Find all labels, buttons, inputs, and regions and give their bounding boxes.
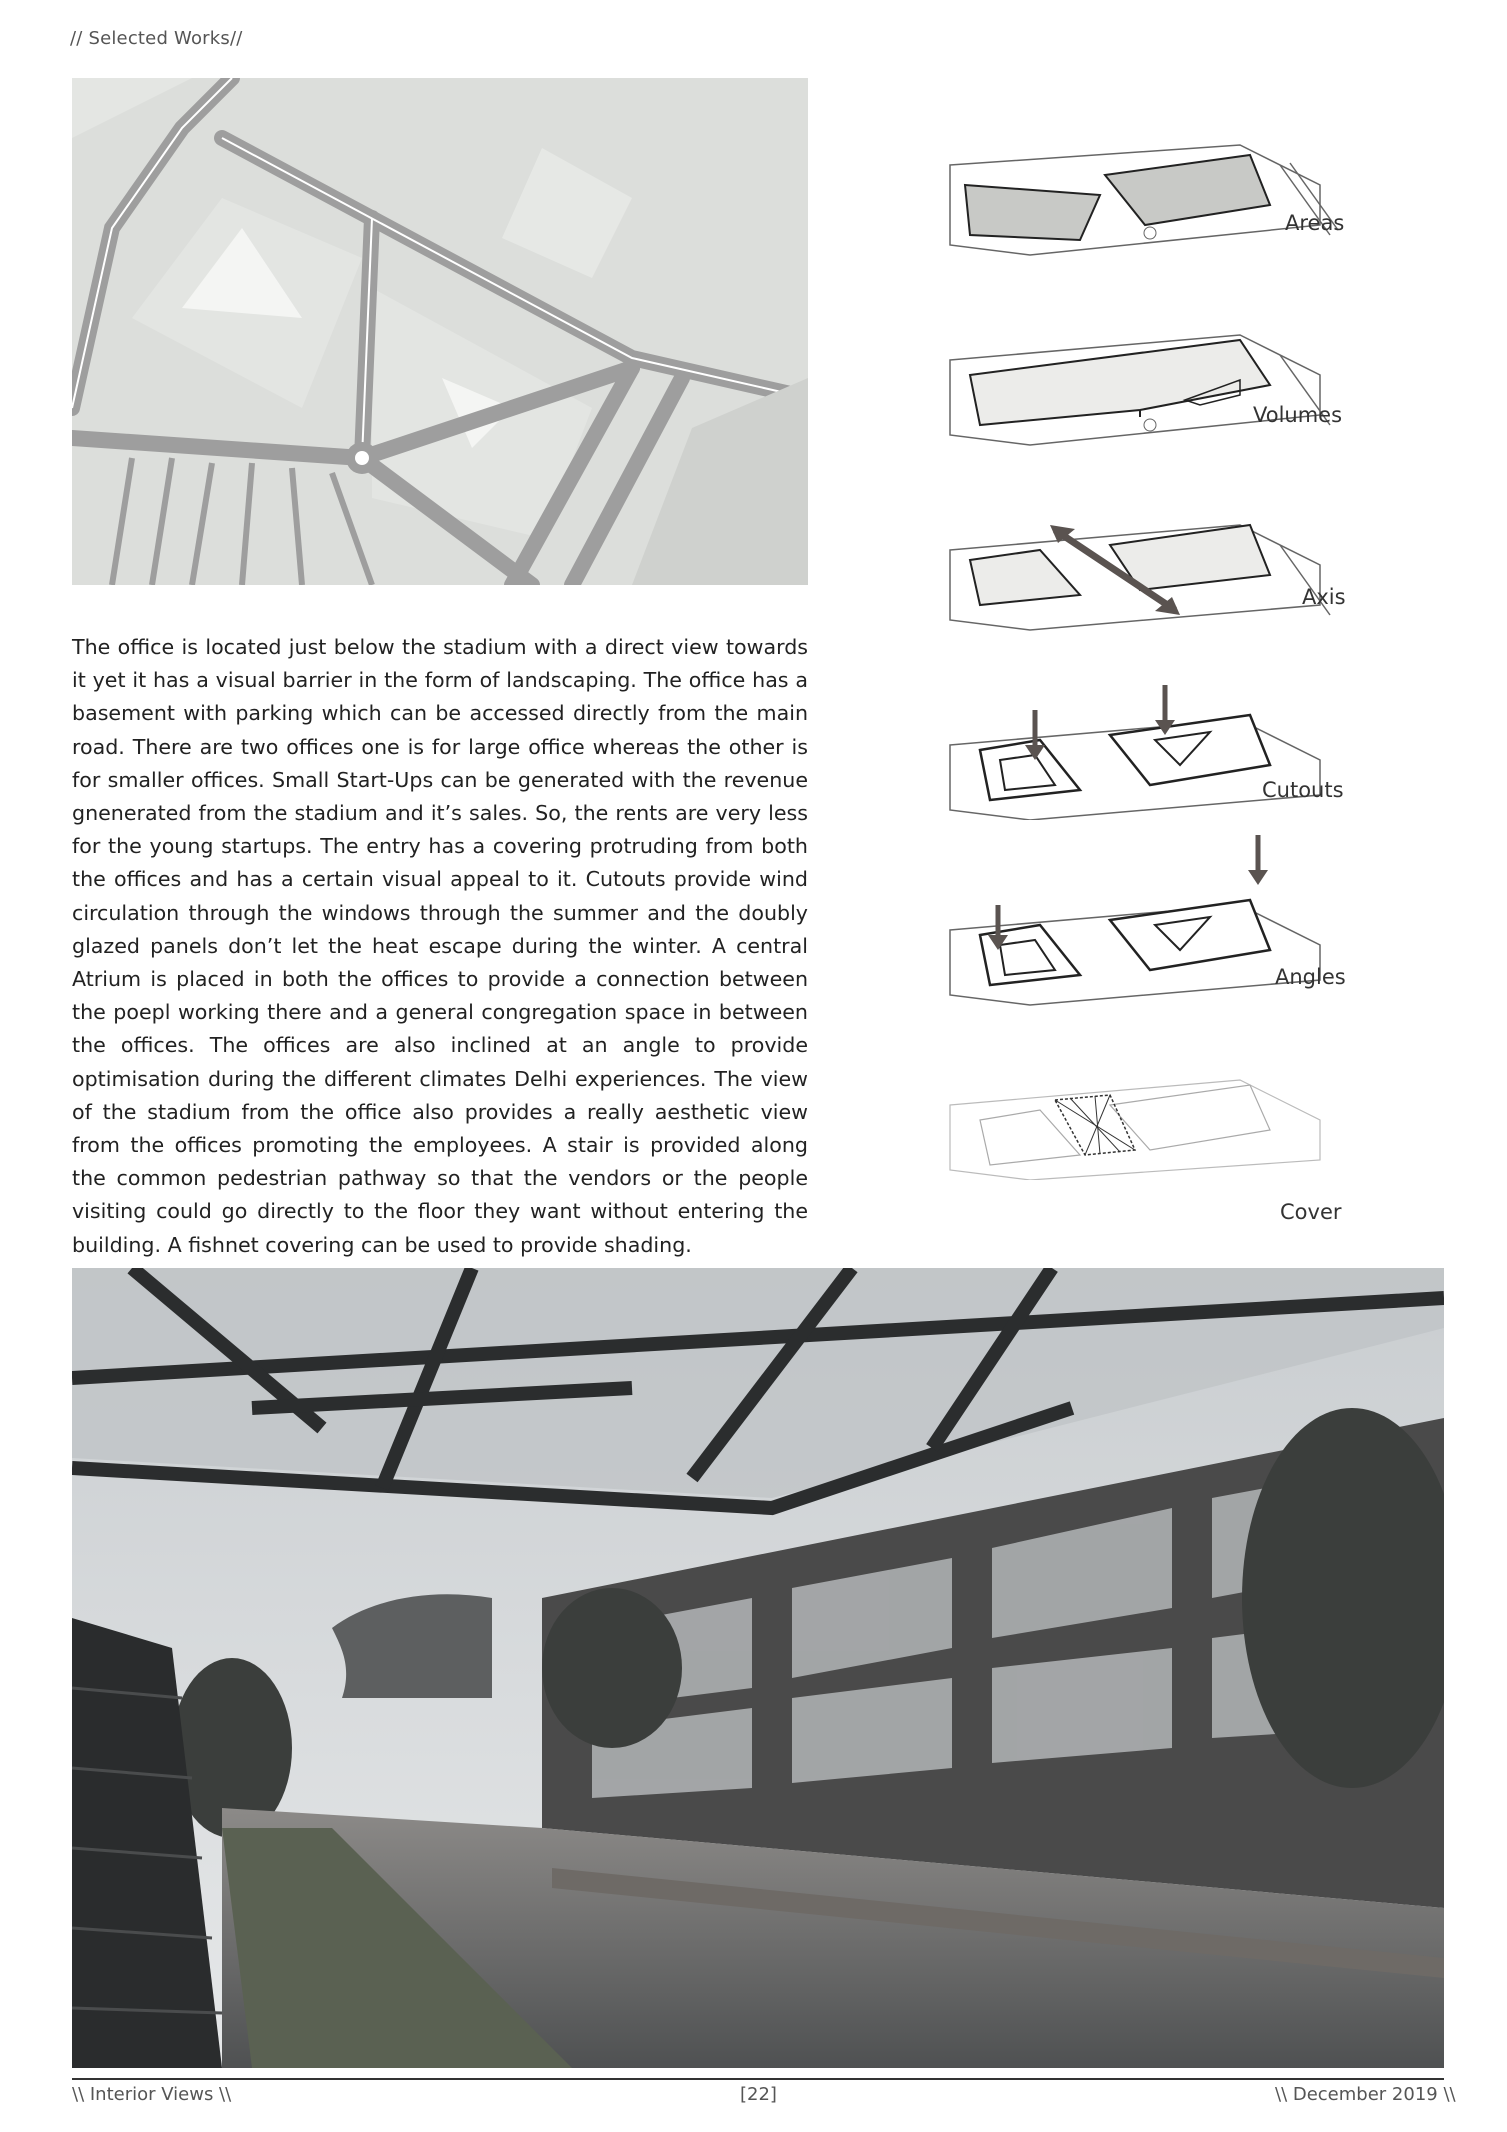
label-axis: Axis bbox=[1302, 585, 1346, 609]
diagram-cover bbox=[940, 1060, 1340, 1230]
diagram-axis bbox=[940, 505, 1346, 635]
diagram-angles bbox=[940, 830, 1346, 1010]
page-number: [22] bbox=[740, 2084, 777, 2105]
interior-render-image bbox=[72, 1268, 1444, 2068]
footer-right: \\ December 2019 \\ bbox=[1275, 2084, 1456, 2105]
diagram-cutouts bbox=[940, 680, 1344, 820]
diagram-areas bbox=[940, 125, 1345, 265]
label-cutouts: Cutouts bbox=[1262, 778, 1344, 802]
footer-left: \\ Interior Views \\ bbox=[72, 2084, 232, 2105]
label-volumes: Volumes bbox=[1253, 403, 1343, 427]
footer-divider bbox=[72, 2078, 1444, 2080]
site-plan-image bbox=[72, 78, 808, 585]
description-paragraph: The office is located just below the stadium with a direct view towards it yet it has a visual barrier in the form of landscaping. The office has a basement with parking which can be accessed directly from the main road. There are two offices one is for large office whereas the other is for smaller offices. Small Start-Ups can be generated with the revenue gnenerated from the stadium and it’s sales. So, the rents are very less for the young startups. The entry has a covering protruding from both the offices and has a certain visual appeal to it. Cutouts provide wind circulation through the windows through the summer and the doubly glazed panels don’t let the heat escape during the winter. A central Atrium is placed in both the offices to provide a connection between the poepl working there and a general congregation space in between the offices. The offices are also inclined at an angle to provide optimisation during the different climates Delhi experiences. The view of the stadium from the office also provides a really aesthetic view from the offices promoting the employees. A stair is provided along the common pedestrian pathway so that the vendors or the people visiting could go directly to the floor they want without entering the building. A fishnet covering can be used to provide shading. bbox=[72, 635, 808, 1257]
diagram-volumes bbox=[940, 315, 1343, 455]
label-cover: Cover bbox=[1280, 1200, 1342, 1224]
section-header: // Selected Works// bbox=[70, 28, 243, 49]
label-angles: Angles bbox=[1275, 965, 1346, 989]
label-areas: Areas bbox=[1285, 211, 1345, 235]
